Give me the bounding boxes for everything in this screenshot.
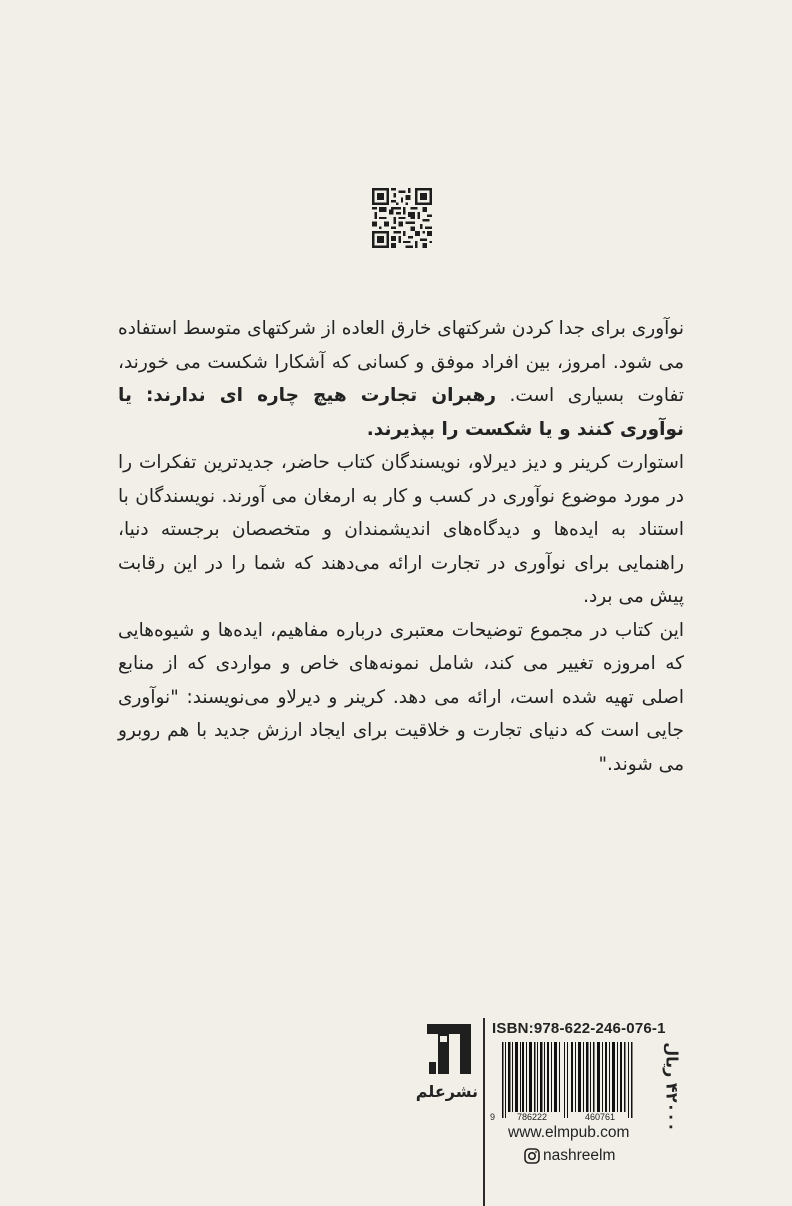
publisher-name: نشرعلم — [415, 1082, 478, 1101]
publisher-logo — [415, 1020, 478, 1130]
instagram-handle — [524, 1147, 615, 1165]
blurb-intro-text: نوآوری برای جدا کردن شرکتهای خارق العاده از شرکتهای متوسط استفاده می شود. امروز، بین افراد موفق و کسانی که آشکارا شکست می خورند، تفاوت بسیاری است. — [118, 318, 685, 406]
price-label — [654, 1026, 690, 1148]
blurb-paragraph-1 — [118, 312, 684, 446]
instagram-handle-text: nashreelm — [543, 1147, 616, 1164]
barcode-lead-digit: 9 — [490, 1112, 496, 1122]
back-cover-description — [118, 312, 684, 781]
barcode-right-digits: 460761 — [585, 1112, 616, 1122]
blurb-bold-statement: رهبران تجارت هیچ چاره ای ندارند: یا نوآوری کنند و یا شکست را بپذیرند. — [118, 385, 684, 440]
instagram-icon — [524, 1148, 540, 1164]
barcode — [494, 1042, 640, 1122]
blurb-paragraph-3: این کتاب در مجموع توضیحات معتبری درباره مفاهیم، ایده‌ها و شیوه‌هایی که امروزه تغییر می کند، شامل نمونه‌های خاص و مواردی که از منابع اصلی تهیه شده است، ارائه می دهد. کرینر و دیرلاو می‌نویسند: "نوآوری جایی است که دنیای تجارت و خلاقیت برای ایجاد ارزش جدید با هم روبرو می شوند." — [118, 619, 684, 775]
qr-code-icon — [372, 188, 432, 248]
divider-line — [483, 1018, 485, 1206]
barcode-left-digits: 786222 — [517, 1112, 548, 1122]
price-text: ۴۲۰۰۰ ریال — [662, 1042, 682, 1132]
elm-publisher-logo-icon — [424, 1020, 474, 1078]
isbn-label: ISBN:978-622-246-076-1 — [492, 1020, 666, 1037]
blurb-paragraph-2: استوارت کرینر و دیز دیرلاو، نویسندگان کتاب حاضر، جدیدترین تفکرات را در مورد موضوع نوآوری در کسب و کار به ارمغان می آورند. نویسندگان با استناد به ایده‌ها و دیدگاه‌های اندیشمندان و متخصصان برجسته دنیا، راهنمایی برای نوآوری در تجارت ارائه می‌دهند که شما را در این رقابت پیش می برد. — [118, 452, 684, 607]
publisher-website: www.elmpub.com — [508, 1124, 630, 1141]
